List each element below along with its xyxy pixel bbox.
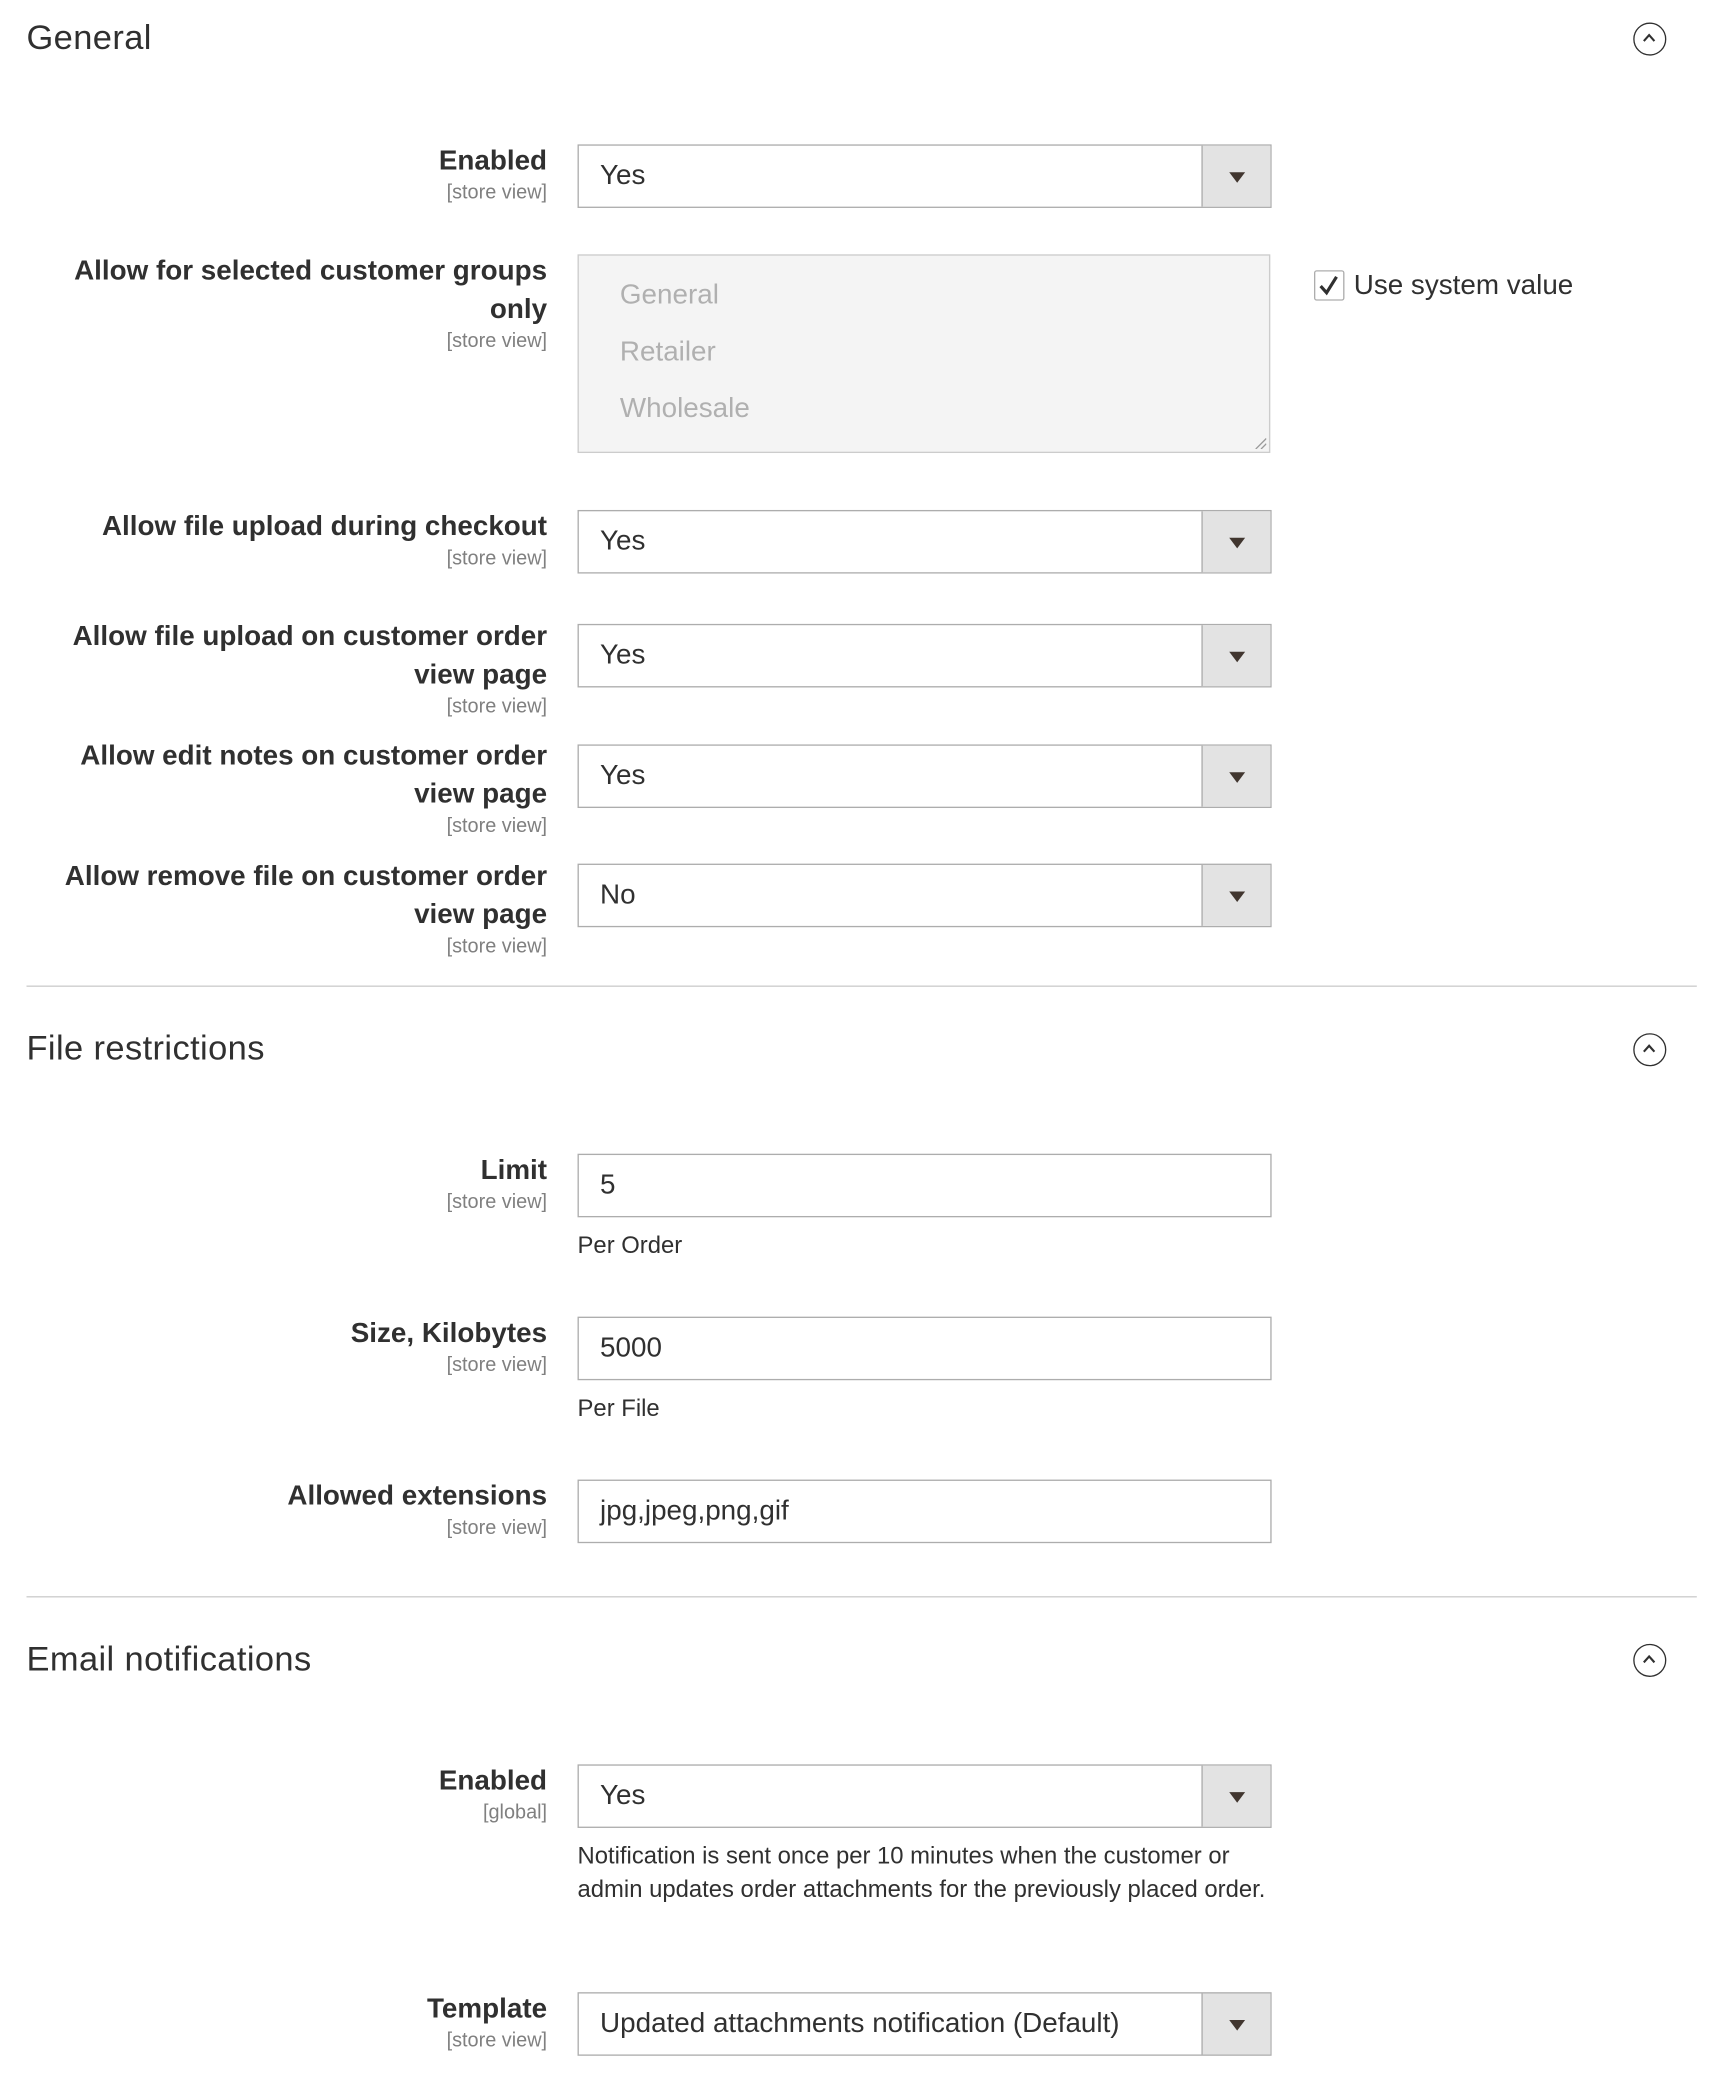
field-label-limit	[26, 1151, 547, 1216]
scope-text: [store view]	[446, 935, 548, 958]
field-label-enabled	[26, 142, 547, 207]
dropdown-arrow-icon[interactable]	[1201, 865, 1270, 926]
label-text: Size, Kilobytes	[350, 1317, 548, 1349]
select-value: Yes	[600, 1780, 646, 1811]
scope-text: [store view]	[446, 1190, 548, 1214]
option-wholesale[interactable]: Wholesale	[619, 393, 750, 424]
label-text: Allow file upload on customer order	[72, 621, 548, 652]
scope-text: [global]	[482, 1801, 548, 1824]
dropdown-arrow-icon[interactable]	[1201, 625, 1270, 686]
input-value: 5	[600, 1169, 616, 1201]
scope-text: [store view]	[446, 329, 548, 353]
upload-checkout-select[interactable]	[578, 510, 1272, 574]
label-text: Limit	[480, 1155, 548, 1186]
collapse-file-restrictions-button[interactable]	[1633, 1033, 1666, 1066]
field-label-upload-order-view	[26, 617, 547, 720]
email-enabled-select[interactable]	[578, 1764, 1272, 1828]
field-label-remove-file	[26, 857, 547, 960]
scope-text: [store view]	[446, 1516, 548, 1540]
dropdown-arrow-icon[interactable]	[1201, 1766, 1270, 1827]
dropdown-arrow-icon[interactable]	[1201, 146, 1270, 207]
email-enabled-note: Notification is sent once per 10 minutes when the customer or admin updates order attachments for the previously placed order.	[577, 1842, 1266, 1902]
dropdown-arrow-icon[interactable]	[1201, 511, 1270, 572]
scope-text: [store view]	[446, 695, 548, 718]
collapse-general-button[interactable]	[1633, 23, 1666, 56]
input-value: 5000	[600, 1332, 662, 1364]
upload-order-view-select[interactable]	[578, 624, 1272, 688]
extensions-input[interactable]	[578, 1480, 1272, 1544]
dropdown-arrow-icon[interactable]	[1201, 1994, 1270, 2055]
scope-text: [store view]	[446, 2029, 548, 2052]
customer-groups-multiselect[interactable]	[578, 254, 1271, 453]
field-label-customer-groups	[26, 252, 547, 355]
select-value: No	[600, 879, 636, 911]
label-text: Allowed extensions	[287, 1480, 548, 1512]
label-text: Enabled	[438, 145, 548, 177]
select-value: Yes	[600, 160, 646, 191]
section-title-file-restrictions[interactable]: File restrictions	[26, 1027, 265, 1068]
dropdown-arrow-icon[interactable]	[1201, 746, 1270, 807]
enabled-select[interactable]	[578, 144, 1272, 208]
chevron-up-icon	[1641, 1652, 1657, 1668]
template-select[interactable]	[578, 1992, 1272, 2056]
section-divider	[26, 986, 1696, 987]
select-value: Yes	[600, 760, 646, 791]
label-text: Allow file upload during checkout	[101, 511, 548, 542]
field-label-email-enabled	[26, 1762, 547, 1827]
field-label-template	[26, 1990, 547, 2055]
select-value: Yes	[600, 639, 646, 671]
section-title-general[interactable]: General	[26, 17, 152, 57]
use-system-value-checkbox[interactable]	[1314, 270, 1344, 300]
checkmark-icon	[1315, 272, 1343, 300]
scope-text: [store view]	[446, 1353, 548, 1377]
field-label-extensions	[26, 1477, 547, 1542]
select-value: Updated attachments notification (Default)	[600, 2008, 1120, 2039]
label-text: view page	[414, 778, 548, 810]
collapse-email-button[interactable]	[1633, 1644, 1666, 1677]
label-text: view page	[414, 899, 548, 930]
label-text: only	[489, 294, 548, 325]
select-value: Yes	[600, 525, 646, 557]
field-label-edit-notes	[26, 736, 547, 839]
scope-text: [store view]	[446, 547, 548, 570]
scope-text: [store view]	[446, 814, 548, 838]
size-note: Per File	[577, 1394, 660, 1422]
size-input[interactable]	[578, 1317, 1272, 1381]
label-text: Allow edit notes on customer order	[80, 740, 548, 771]
chevron-up-icon	[1641, 30, 1657, 46]
use-system-value-label[interactable]: Use system value	[1353, 270, 1574, 301]
resize-grip-icon[interactable]	[1253, 436, 1266, 449]
section-divider	[26, 1596, 1696, 1597]
label-text: Enabled	[438, 1765, 548, 1797]
field-label-size	[26, 1314, 547, 1379]
limit-note: Per Order	[577, 1231, 683, 1259]
section-title-email[interactable]: Email notifications	[26, 1638, 312, 1679]
chevron-up-icon	[1641, 1041, 1657, 1057]
label-text: Allow remove file on customer order	[64, 860, 548, 892]
option-general[interactable]: General	[619, 279, 719, 310]
option-retailer[interactable]: Retailer	[619, 336, 716, 367]
scope-text: [store view]	[446, 181, 548, 204]
edit-notes-select[interactable]	[578, 744, 1272, 808]
limit-input[interactable]	[578, 1154, 1272, 1218]
remove-file-select[interactable]	[578, 864, 1272, 928]
label-text: Allow for selected customer groups	[74, 255, 548, 287]
input-value: jpg,jpeg,png,gif	[600, 1495, 789, 1526]
label-text: view page	[414, 659, 548, 691]
label-text: Template	[426, 1993, 548, 2024]
field-label-upload-checkout	[26, 507, 547, 572]
